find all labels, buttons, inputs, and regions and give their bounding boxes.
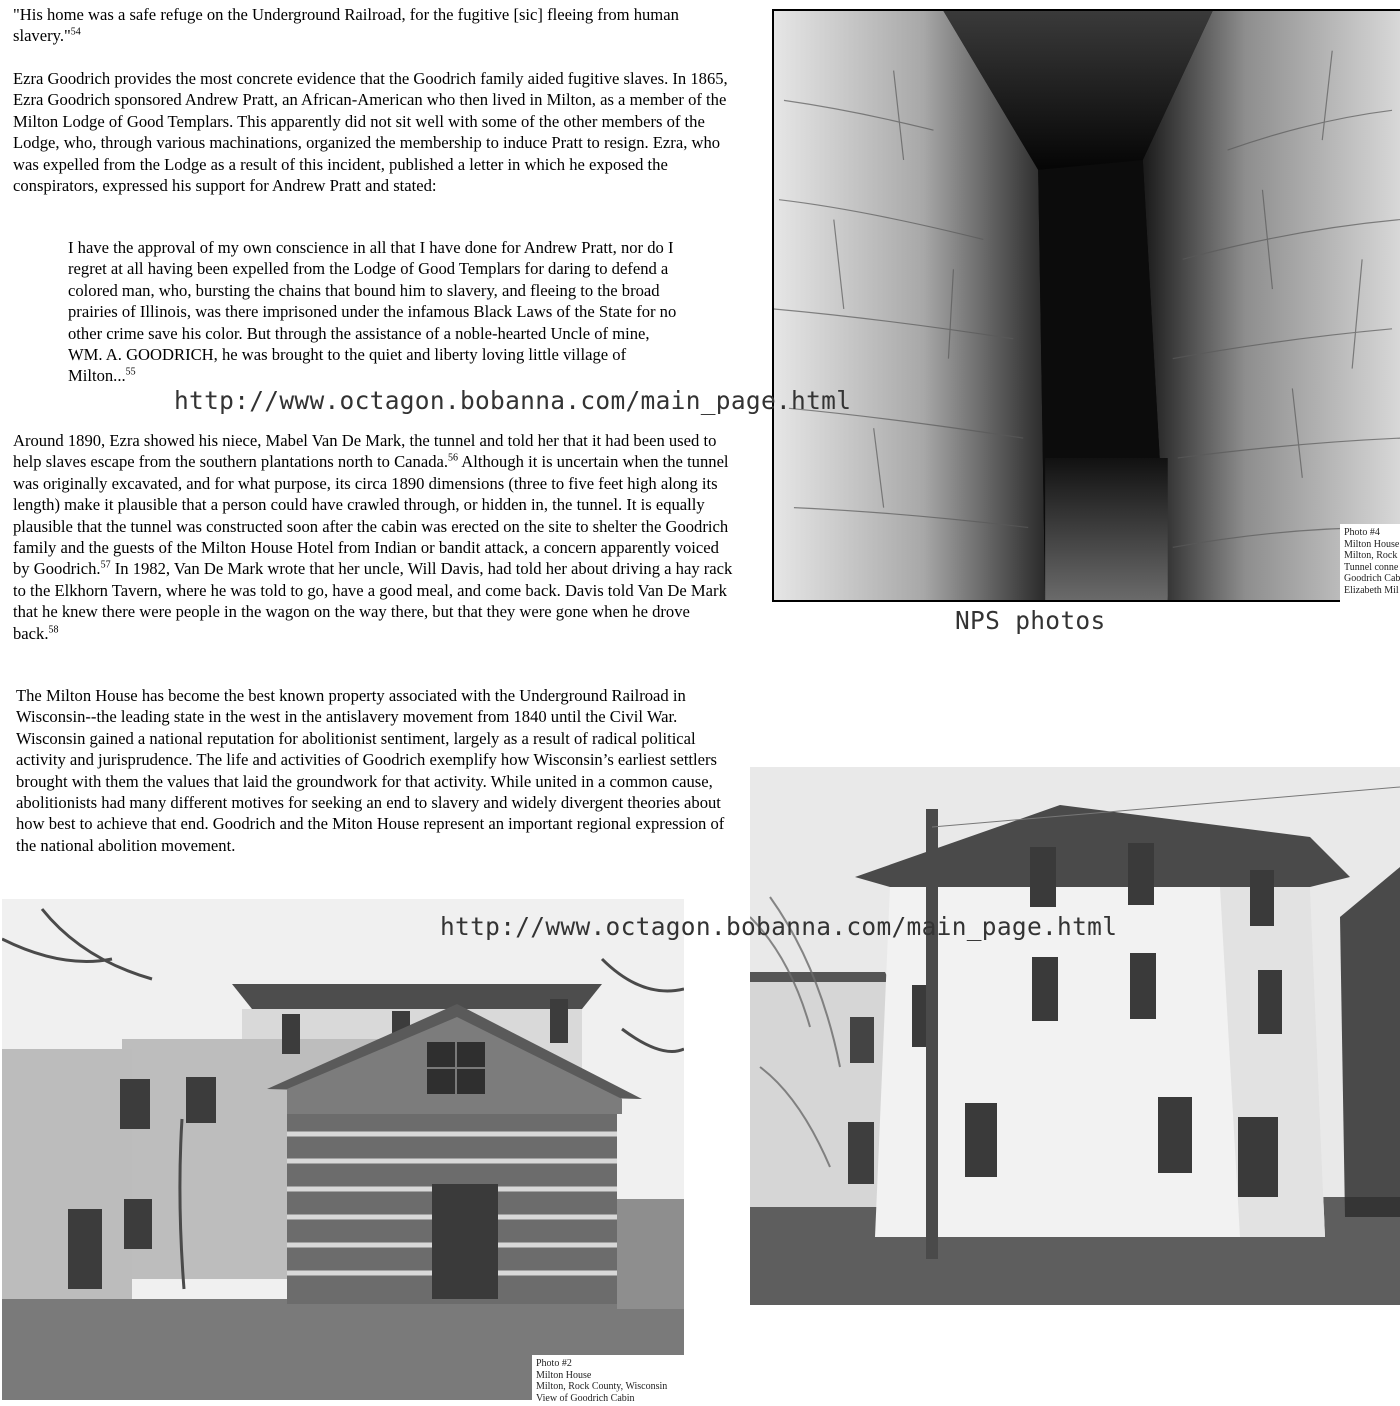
cabin-photo-caption [532, 1355, 692, 1406]
paragraph-2-text: Ezra Goodrich provides the most concrete evidence that the Goodrich family aided fugitive slaves. In 1865, Ezra Goodrich sponsored Andrew Pratt, an African-American who then lived in Milton, as a member of the Milton Lodge of Good Templars. This apparently did not sit well with some of the other members of the Lodge, who, through various machinations, organized the membership to induce Pratt to resign. Ezra, who was expelled from the Lodge as a result of this incident, published a letter in which he exposed the conspirators, expressed his support for Andrew Pratt and stated: [13, 69, 728, 196]
footnote-ref: 57 [100, 559, 111, 571]
caption-line: Photo #4 [1344, 527, 1380, 538]
footnote-ref: 58 [48, 624, 59, 636]
paragraph-2 [13, 68, 728, 196]
cabin-photo [2, 899, 684, 1400]
block-quote [68, 237, 678, 387]
tunnel-photo-caption [1340, 524, 1400, 604]
block-quote-text: I have the approval of my own conscience in all that I have done for Andrew Pratt, nor do I regret at all having been expelled from the Lodge of Good Templars for daring to defend a colored man, who, bursting the chains that bound him to slavery, and fleeing to the broad prairies of Illinois, was there imprisoned under the infamous Black Laws of the State for no other crime save his color. But through the assistance of a noble-hearted Uncle of mine, WM. A. GOODRICH, he was brought to the quiet and liberty loving little village of Milton... [68, 238, 677, 386]
caption-line: Elizabeth Mil [1344, 584, 1399, 596]
caption-line: Milton House [1344, 538, 1400, 550]
caption-line: Milton, Rock [1344, 550, 1398, 561]
footnote-ref: 56 [448, 452, 459, 464]
caption-line: Milton House [536, 1369, 592, 1381]
octagon-house-photo [750, 767, 1400, 1305]
caption-line: Goodrich Cab [1344, 573, 1400, 584]
footnote-ref: 55 [125, 366, 136, 378]
photo-credit: NPS photos [955, 606, 1106, 635]
caption-line: Photo #2 [536, 1358, 572, 1369]
paragraph-4-text: The Milton House has become the best known property associated with the Underground Railroad in Wisconsin--the leading state in the west in the antislavery movement from 1840 until the Civil War. Wisconsin gained a national reputation for abolitionist sentiment, largely as a result of radical political activity and jurisprudence. The life and activities of Goodrich exemplify how Wisconsin’s earliest settlers brought with them the values that laid the groundwork for that activity. While united in a common cause, abolitionists had many different motives for seeking an end to slavery and widely divergent theories about how best to achieve that end. Goodrich and the Miton House represent an important regional expression of the national abolition movement. [16, 686, 725, 855]
tunnel-photo [772, 9, 1400, 602]
paragraph-1 [13, 4, 733, 47]
caption-line: View of Goodrich Cabin [536, 1392, 635, 1404]
paragraph-3-sentence-2: Although it is uncertain when the tunnel was originally excavated, and for what purpose, its circa 1890 dimensions (three to five feet high along its length) make it plausible that a person could have crawled through, or hidden in, the tunnel. It is equally plausible that the tunnel was constructed soon after the cabin was erected on the site to shelter the Goodrich family and the guests of the Milton House Hotel from Indian or bandit attack, a concern apparently voiced by Goodrich. [13, 452, 729, 579]
watermark-url: http://www.octagon.bobanna.com/main_page.html [440, 912, 1118, 941]
paragraph-3-sentence-3: In 1982, Van De Mark wrote that her uncle, Will Davis, had told her about driving a hay rack to the Elkhorn Tavern, where he was told to go, have a good meal, and come back. Davis told Van De Mark that he knew there were people in the wagon on the way there, but that they were gone when he drove back. [13, 559, 733, 643]
footnote-ref: 54 [70, 26, 81, 38]
watermark-url: http://www.octagon.bobanna.com/main_page.html [174, 386, 852, 415]
paragraph-1-text: "His home was a safe refuge on the Underground Railroad, for the fugitive [sic] fleeing from human slavery." [13, 5, 679, 46]
caption-line: Milton, Rock County, Wisconsin [536, 1381, 668, 1392]
paragraph-4 [16, 685, 736, 856]
paragraph-3 [13, 430, 733, 644]
caption-line: Tunnel conne [1344, 561, 1399, 573]
paragraph-3-sentence-1: Around 1890, Ezra showed his niece, Mabel Van De Mark, the tunnel and told her that it had been used to help slaves escape from the southern plantations north to Canada. [13, 431, 717, 472]
